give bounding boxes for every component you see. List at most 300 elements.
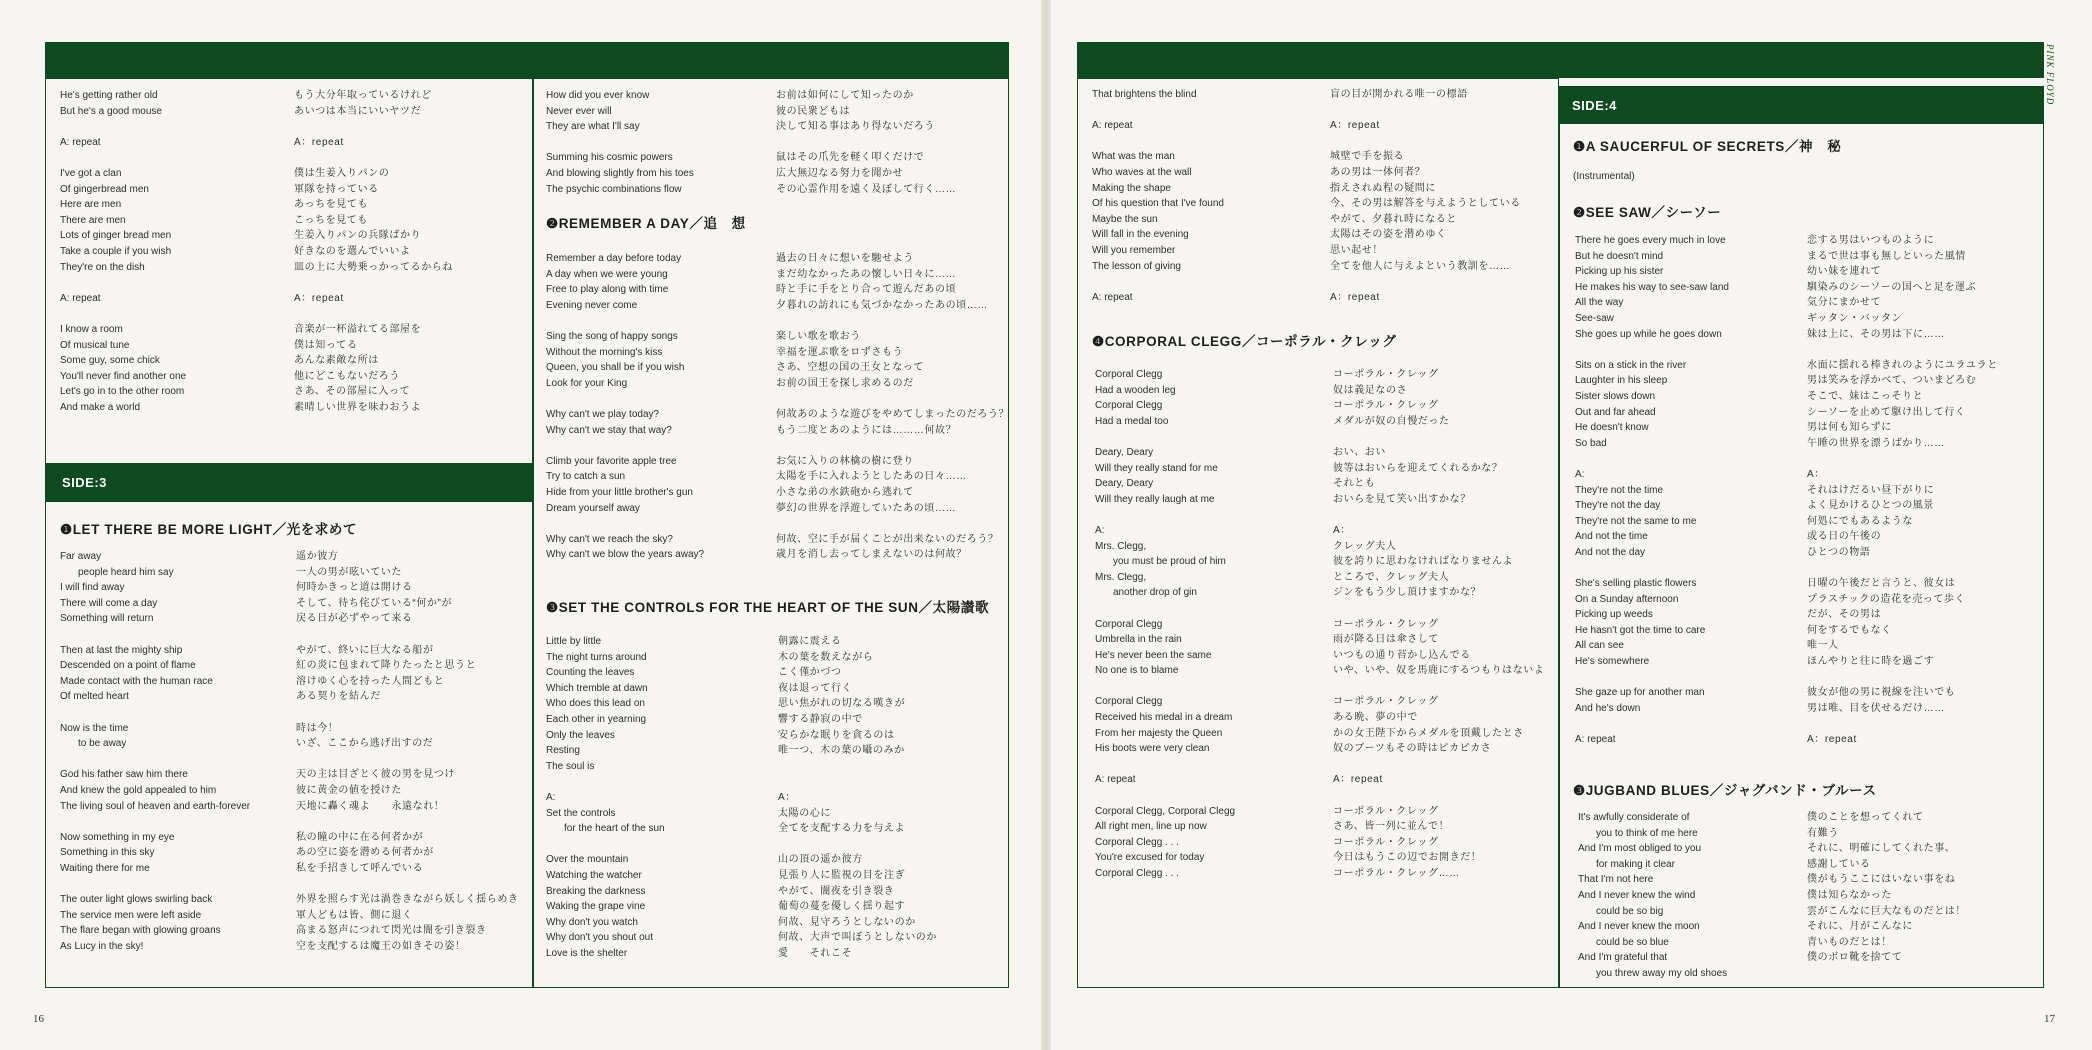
lyric-line: 何故、大声で叫ぼうとしないのか [778,932,937,944]
lyric-line [778,759,937,775]
lyric-line: おいらを見て笑い出すかな？ [1333,493,1471,505]
lyric-line: Why don't you watch [546,916,638,928]
side3-label: SIDE:3 [62,475,107,490]
lyric-line: 男は唯、目を伏せるだけ…… [1807,702,1945,714]
lyric-line [546,391,704,407]
lyric-line: It's awfully considerate of [1578,812,1690,823]
lyric-line: Love is the shelter [546,947,628,959]
lyric-line: She's selling plastic flowers [1575,578,1697,590]
lyric-line: 軍人どもは皆、側に退く [296,909,413,921]
lyric-line: A: repeat [60,292,101,304]
clegg-japanese [1333,367,1545,882]
lyric-line: さあ、皆一列に並んで！ [1333,821,1450,833]
lyric-line [546,135,694,151]
lyric-line: On a Sunday afternoon [1575,593,1679,605]
lyric-line: The lesson of giving [1092,260,1181,272]
lyric-line: You'll never find another one [60,370,187,382]
lyric-line: Why don't you shout out [546,932,653,944]
lyric-line: A: repeat [1092,291,1133,303]
lyric-line: Who waves at the wall [1092,166,1192,178]
lyric-line: おい、おい [1333,446,1386,458]
lyric-line [60,275,186,291]
page-number-right: 17 [2044,1013,2055,1025]
lyric-line: He makes his way to see-saw land [1575,281,1729,293]
lyric-line: Waking the grape vine [546,901,646,913]
lyric-line: Look for your King [546,377,628,389]
lyric-line: Mrs. Clegg, [1095,571,1147,583]
lyric-line: He hasn't got the time to care [1575,624,1706,636]
lyric-line [60,752,250,768]
lyric-line: そこで、妹はこっそりと [1807,390,1924,402]
lyric-line: プラスチックの造花を売って歩く [1807,593,1966,605]
lyric-line: Which tremble at dawn [546,682,648,694]
seesaw-japanese [1807,233,1998,748]
lyric-line: Who does this lead on [546,698,645,710]
lyric-line: 全てを支配する力を与えよ [778,823,906,835]
lyric-line: 太陽を手に入れようとしたあの日々…… [776,471,967,483]
lyric-line: Queen, you shall be if you wish [546,362,685,374]
a-english [60,88,186,415]
lyric-line: 空を支配するは魔王の如きその姿！ [296,940,466,952]
lyric-line [778,774,937,790]
lyric-line: That I'm not here [1578,874,1654,886]
lyric-line [1333,679,1545,695]
lyric-line: 恋する男はいつものように [1807,235,1935,246]
lyric-line [546,516,704,532]
lyric-line: Why can't we play today? [546,408,660,420]
lyric-line: 山の頂の遥か彼方 [778,854,863,866]
lyric-line [1095,788,1235,804]
lyric-line: 小さな弟の水鉄砲から逃れて [776,486,914,498]
lyric-line [1092,134,1224,150]
b-top-english [546,88,694,197]
lyric-line: 広大無辺なる努力を聞かせ [776,167,904,179]
lyric-line: And I never knew the wind [1578,889,1696,901]
lyric-line: 天の主は目ざとく彼の男を見つけ [296,769,455,781]
lyric-line: ひとつの物語 [1807,546,1871,558]
lyric-line: Without the morning's kiss [546,346,663,358]
lyric-line: やがて、闇夜を引き裂き [778,885,895,897]
lyric-line: いや、いや、奴を馬鹿にするつもりはないよ [1333,665,1545,677]
lyric-line: 生姜入りパンの兵隊ばかり [294,230,422,242]
lyric-line: もう大分年取っているけれど [294,90,432,101]
lyric-line [1095,507,1235,523]
lyric-line: 盲の目が開かれる唯一の標語 [1330,89,1468,100]
lyric-line: Only the leaves [546,729,615,741]
lyric-line: What was the man [1092,151,1175,163]
lyric-line: 響する静寂の中で [778,713,863,725]
lyric-line: 日曜の午後だと言うと、彼女は [1807,578,1956,590]
lyric-line: 安らかな眠りを貪るのは [778,729,895,741]
lyric-line [60,150,186,166]
lyric-line [1575,451,1729,467]
lyric-line: かの女王陛下からメダルを頂戴したとさ [1333,727,1524,739]
lyric-line: There will come a day [60,597,158,609]
lyric-line: A day when we were young [546,268,668,280]
lyric-line [776,313,1009,329]
lyric-line: 何故、空に手が届くことが出来ないのだろう？ [776,533,999,545]
lyric-line: Why can't we blow the years away? [546,549,705,561]
lyric-line [60,705,250,721]
lyric-line [1575,560,1729,576]
lyric-line: 素晴しい世界を味わおうよ [294,401,422,413]
lyric-line: All the way [1575,297,1624,309]
lyric-line: Corporal Clegg . . . [1095,836,1179,848]
lyric-line: ところで、クレッグ夫人 [1333,571,1450,583]
lyric-line: 夜は退って行く [778,682,853,694]
lyric-line: 見張り人に監視の目を注ぎ [778,869,906,881]
lyric-line: Take a couple if you wish [60,245,172,257]
lyric-line: That brightens the blind [1092,89,1197,100]
lyric-line [1333,507,1545,523]
lyric-line [294,119,453,135]
lyric-line: 何処にでもあるような [1807,515,1913,527]
lyric-line: 私を手招きして呼んでいる [296,862,424,874]
lyric-line: And not the day [1575,546,1646,558]
lyric-line: Of musical tune [60,339,130,351]
lyric-line: Why can't we stay that way? [546,424,672,436]
lyric-line: Never ever will [546,105,612,117]
lyric-line [1575,342,1729,358]
lyric-line: See-saw [1575,312,1614,324]
lyric-line [1575,670,1729,686]
lyric-line: あの男は一体何者？ [1330,166,1426,178]
lyric-line [294,150,453,166]
lyric-line: No one is to blame [1095,665,1179,677]
lyric-line: A：repeat [1330,120,1380,132]
lyric-line [1095,757,1235,773]
lyric-line: いつもの通り苔かし込んでる [1333,649,1471,661]
lyric-line: 何故、見守ろうとしないのか [778,916,916,928]
lyric-line: お前の国王を探し求めるのだ [776,377,914,389]
lyric-line: コーポラル・クレッグ [1333,805,1439,817]
lyric-line [296,705,519,721]
lyric-line [776,516,1009,532]
lyric-line: 有難う [1807,827,1839,839]
lyric-line [296,876,519,892]
lyric-line: 僕のことを想ってくれて [1807,812,1924,823]
lyric-line: And I'm grateful that [1578,952,1668,964]
lyric-line [776,438,1009,454]
lyric-line: 戻る日が必ずやって来る [296,613,413,625]
lyric-line: コーポラル・クレッグ [1333,369,1439,380]
lyric-line: Made contact with the human race [60,675,213,687]
lyric-line: You're excused for today [1095,852,1205,864]
lyric-line [1333,429,1545,445]
lyric-line [546,313,704,329]
lyric-line [1575,716,1729,732]
lyric-line: 過去の日々に想いを馳せよう [776,253,914,264]
lyric-line: 彼を誇りに思わなければなりませんよ [1333,556,1514,568]
lyric-line: another drop of gin [1113,587,1197,599]
lyric-line: A: repeat [60,136,101,148]
lyric-line: あっちを見ても [294,199,369,211]
b-top-japanese [776,88,956,197]
sun-title: ❸SET THE CONTROLS FOR THE HEART OF THE SUN／太陽讃歌 [546,600,990,615]
pink-floyd-logo: PINK FLOYD [2045,44,2055,106]
lyric-line: 時は今！ [296,722,339,734]
lyric-line: 思い起せ！ [1330,244,1383,256]
side3-bar [45,464,533,502]
lyric-line [294,306,453,322]
lyric-line: ジンをもう少し頂けますかな？ [1333,587,1482,599]
lyric-line [1807,560,1998,576]
lyric-line [546,774,665,790]
side4-label: SIDE:4 [1572,98,1617,113]
lyric-line [60,119,186,135]
lyric-line: They're not the day [1575,500,1661,512]
lyric-line: Corporal Clegg [1095,369,1163,380]
lyric-line: From her majesty the Queen [1095,727,1223,739]
lyric-line: Corporal Clegg [1095,400,1163,412]
lyric-line: Umbrella in the rain [1095,634,1182,646]
seesaw-title: ❷SEE SAW／シーソー [1573,205,1722,220]
lyric-line: 雲がこんなに巨大なものだとは！ [1807,905,1966,917]
lyric-line: 紅の炎に包まれて降りたったと思うと [296,660,477,672]
lyric-line: 気分にまかせて [1807,297,1882,309]
lyric-line: 夕暮れの訪れにも気づかなかったあの頃…… [776,299,988,311]
lyric-line: She gaze up for another man [1575,687,1705,699]
lyric-line: 朝露に震える [778,636,842,647]
lyric-line: 水面に揺れる棒きれのようにユラユラと [1807,359,1998,371]
lyric-line [1807,451,1998,467]
lyric-line: 何をするでもなく [1807,624,1892,636]
lyric-line: you must be proud of him [1113,556,1226,568]
sun-english [546,634,665,961]
remember-title: ❷REMEMBER A DAY／追 想 [546,216,746,231]
lyric-line: もう二度とあのようには………何故？ [776,424,957,436]
lyric-line [1333,601,1545,617]
lyric-line: He's somewhere [1575,656,1650,668]
lyric-line: I will find away [60,582,125,594]
lyric-line: And knew the gold appealed to him [60,784,217,796]
lyric-line [776,135,956,151]
side3-english [60,549,250,954]
lyric-line: to be away [78,738,127,750]
lyric-line: 幼い妹を連れて [1807,266,1882,278]
lyric-line: お気に入りの林檎の樹に登り [776,455,914,467]
lyric-line: 何時かきっと道は開ける [296,582,413,594]
lyric-line: Picking up weeds [1575,609,1653,621]
remember-japanese [776,251,1009,563]
lyric-line: The service men were left aside [60,909,202,921]
lyric-line: Had a wooden leg [1095,384,1176,396]
lyric-line: 私の瞳の中に在る何者かが [296,831,424,843]
lyric-line [1092,274,1224,290]
lyric-line: Why can't we reach the sky? [546,533,673,545]
lyric-line: They're not the same to me [1575,515,1697,527]
r-top-japanese [1330,87,1521,305]
lyric-line: you to think of me here [1596,827,1698,839]
lyric-line: Will they really laugh at me [1095,493,1215,505]
lyric-line: ある晩、夢の中で [1333,712,1418,724]
clegg-english [1095,367,1235,882]
lyric-line: それに、明確にしてくれた事、 [1807,843,1956,855]
lyric-line: 僕がもうここにはいない事をね [1807,874,1956,886]
left-header-bar [45,42,1009,78]
lyric-line: They're on the dish [60,261,145,273]
lyric-line: 僕は知ってる [294,339,358,351]
lyric-line: Free to play along with time [546,284,669,296]
sun-japanese [778,634,937,961]
seesaw-english [1575,233,1729,748]
lyric-line: But he's a good mouse [60,105,162,117]
lyric-line: So bad [1575,437,1607,449]
lyric-line: それはけだるい昼下がりに [1807,484,1935,496]
lyric-line: Deary, Deary [1095,478,1154,490]
lyric-line: 彼等はおいらを迎えてくれるかな？ [1333,462,1503,474]
lyric-line: Breaking the darkness [546,885,646,897]
lyric-line: Climb your favorite apple tree [546,455,677,467]
lyric-line: A：repeat [294,136,344,148]
lyric-line: 午睡の世界を漂うばかり…… [1807,437,1945,449]
lyric-line: Each other in yearning [546,713,647,725]
lyric-line: 指えされぬ程の疑問に [1330,182,1436,194]
lyric-line: Little by little [546,636,602,647]
lyric-line: Will they really stand for me [1095,462,1218,474]
lyric-line: まだ幼なかったあの懐しい日々に…… [776,268,957,280]
lyric-line: Will fall in the evening [1092,229,1189,241]
light-title: ❶LET THERE BE MORE LIGHT／光を求めて [60,522,358,537]
lyric-line: Waiting there for me [60,862,150,874]
lyric-line [776,391,1009,407]
lyric-line: Try to catch a sun [546,471,626,483]
lyric-line: コーポラル・クレッグ [1333,696,1439,708]
lyric-line: 全てを他人に与えよという教訓を…… [1330,260,1511,272]
lyric-line: 城壁で手を振る [1330,151,1405,163]
lyric-line [546,837,665,853]
lyric-line: 何故あのような遊びをやめてしまったのだろう？ [776,408,1010,420]
lyric-line: あんな素敵な所は [294,355,379,367]
lyric-line: He's getting rather old [60,90,158,101]
lyric-line: 歳月を消し去ってしまえないのは何故？ [776,549,967,561]
lyric-line: His boots were very clean [1095,743,1210,755]
lyric-line: Counting the leaves [546,667,635,679]
lyric-line: Of gingerbread men [60,183,149,195]
lyric-line: And he's down [1575,702,1641,714]
lyric-line: for the heart of the sun [564,823,665,835]
lyric-line: A: repeat [1095,774,1136,786]
lyric-line: 太陽はその姿を潜めゆく [1330,229,1447,241]
lyric-line: Out and far ahead [1575,406,1656,418]
lyric-line [778,837,937,853]
lyric-line: for making it clear [1596,858,1675,870]
lyric-line: 男は何も知らずに [1807,422,1892,434]
right-header-bar [1077,42,2044,78]
lyric-line [60,627,250,643]
lyric-line: コーポラル・クレッグ [1333,400,1439,412]
lyric-line: 木の葉を数えながら [778,651,874,663]
lyric-line: A：repeat [1807,734,1857,745]
lyric-line: And I never knew the moon [1578,921,1700,933]
lyric-line: Deary, Deary [1095,446,1154,458]
lyric-line: He doesn't know [1575,422,1649,434]
lyric-line: やがて、夕暮れ時になると [1330,213,1457,225]
lyric-line: ある契りを結んだ [296,691,381,703]
lyric-line: ギッタン・バッタン [1807,312,1903,324]
lyric-line: A: repeat [1092,120,1133,132]
lyric-line: ほんやりと往に時を過ごす [1807,656,1935,668]
lyric-line: Corporal Clegg, Corporal Clegg [1095,805,1236,817]
lyric-line: people heard him say [78,566,174,578]
lyric-line: 僕は生姜入りパンの [294,167,390,179]
lyric-line [1095,429,1235,445]
lyric-line [1807,716,1998,732]
lyric-line: Mrs. Clegg, [1095,540,1147,552]
lyric-line: 男は笑みを浮かべて、ついまどろむ [1807,375,1977,387]
lyric-line: 決して知る事はあり得ないだろう [776,121,935,133]
lyric-line: But he doesn't mind [1575,250,1664,262]
lyric-line: 青いものだとは！ [1807,936,1892,948]
lyric-line: A： [778,791,796,803]
lyric-line: Dream yourself away [546,502,640,514]
lyric-line: そして、待ち侘びている“何か”が [296,597,453,609]
lyric-line: コーポラル・クレッグ [1333,618,1439,630]
lyric-line: Sits on a stick in the river [1575,359,1687,371]
lyric-line: 感謝している [1807,858,1871,870]
lyric-line [546,438,704,454]
lyric-line [294,275,453,291]
jugband-title: ❸JUGBAND BLUES／ジャグバンド・ブルース [1573,783,1877,798]
lyric-line: A： [1333,524,1351,536]
lyric-line: Something will return [60,613,154,625]
lyric-line: 皿の上に大勢乗っかってるからね [294,261,453,273]
lyric-line: Sister slows down [1575,390,1656,402]
lyric-line: could be so big [1596,905,1664,917]
lyric-line: Corporal Clegg [1095,696,1163,708]
lyric-line: Descended on a point of flame [60,660,196,672]
lyric-line: He's never been the same [1095,649,1212,661]
lyric-line [1330,103,1521,119]
lyric-line: 葡萄の蔓を優しく揺り起す [778,901,906,913]
lyric-line: As Lucy in the sky! [60,940,144,952]
lyric-line: Lots of ginger bread men [60,230,172,242]
lyric-line [60,306,186,322]
lyric-line: 彼の民衆どもは [776,105,851,117]
lyric-line: A：repeat [1330,291,1380,303]
lyric-line: よく見かけるひとつの風景 [1807,500,1934,512]
lyric-line: いざ、ここから逃げ出すのだ [296,738,434,750]
lyric-line: 鼠はその爪先を軽く叩くだけで [776,152,925,164]
lyric-line [1330,134,1521,150]
lyric-line: Of his question that I've found [1092,198,1224,210]
lyric-line: こく僅かづつ [778,667,842,679]
lyric-line: A: [1095,524,1105,536]
instrumental-note: (Instrumental) [1573,171,1635,182]
lyric-line: All can see [1575,640,1624,652]
lyric-line: 彼女が他の男に視線を注いでも [1807,687,1956,699]
lyric-line [296,627,519,643]
lyric-line: 軍隊を持っている [294,183,379,195]
lyric-line: She goes up while he goes down [1575,328,1722,340]
lyric-line: 愛 それこそ [778,947,853,959]
lyric-line: 今、その男は解答を与えようとしている [1330,198,1521,210]
lyric-line: コーポラル・クレッグ [1333,836,1439,848]
lyric-line [1333,757,1545,773]
lyric-line: There he goes every much in love [1575,235,1726,246]
lyric-line: 雨が降る日は傘さして [1333,634,1439,646]
lyric-line [1807,342,1998,358]
lyric-line: 太陽の心に [778,807,831,819]
lyric-line: The outer light glows swirling back [60,894,213,906]
clegg-title: ❹CORPORAL CLEGG／コーポラル・クレッグ [1092,334,1397,349]
lyric-line: The flare began with glowing groans [60,925,221,937]
lyric-line [296,752,519,768]
lyric-line: Resting [546,745,580,757]
lyric-line: あいつは本当にいいヤツだ [294,105,422,117]
lyric-line: 或る日の午後の [1807,531,1882,543]
lyric-line: 他にどこもないだろう [294,370,400,382]
